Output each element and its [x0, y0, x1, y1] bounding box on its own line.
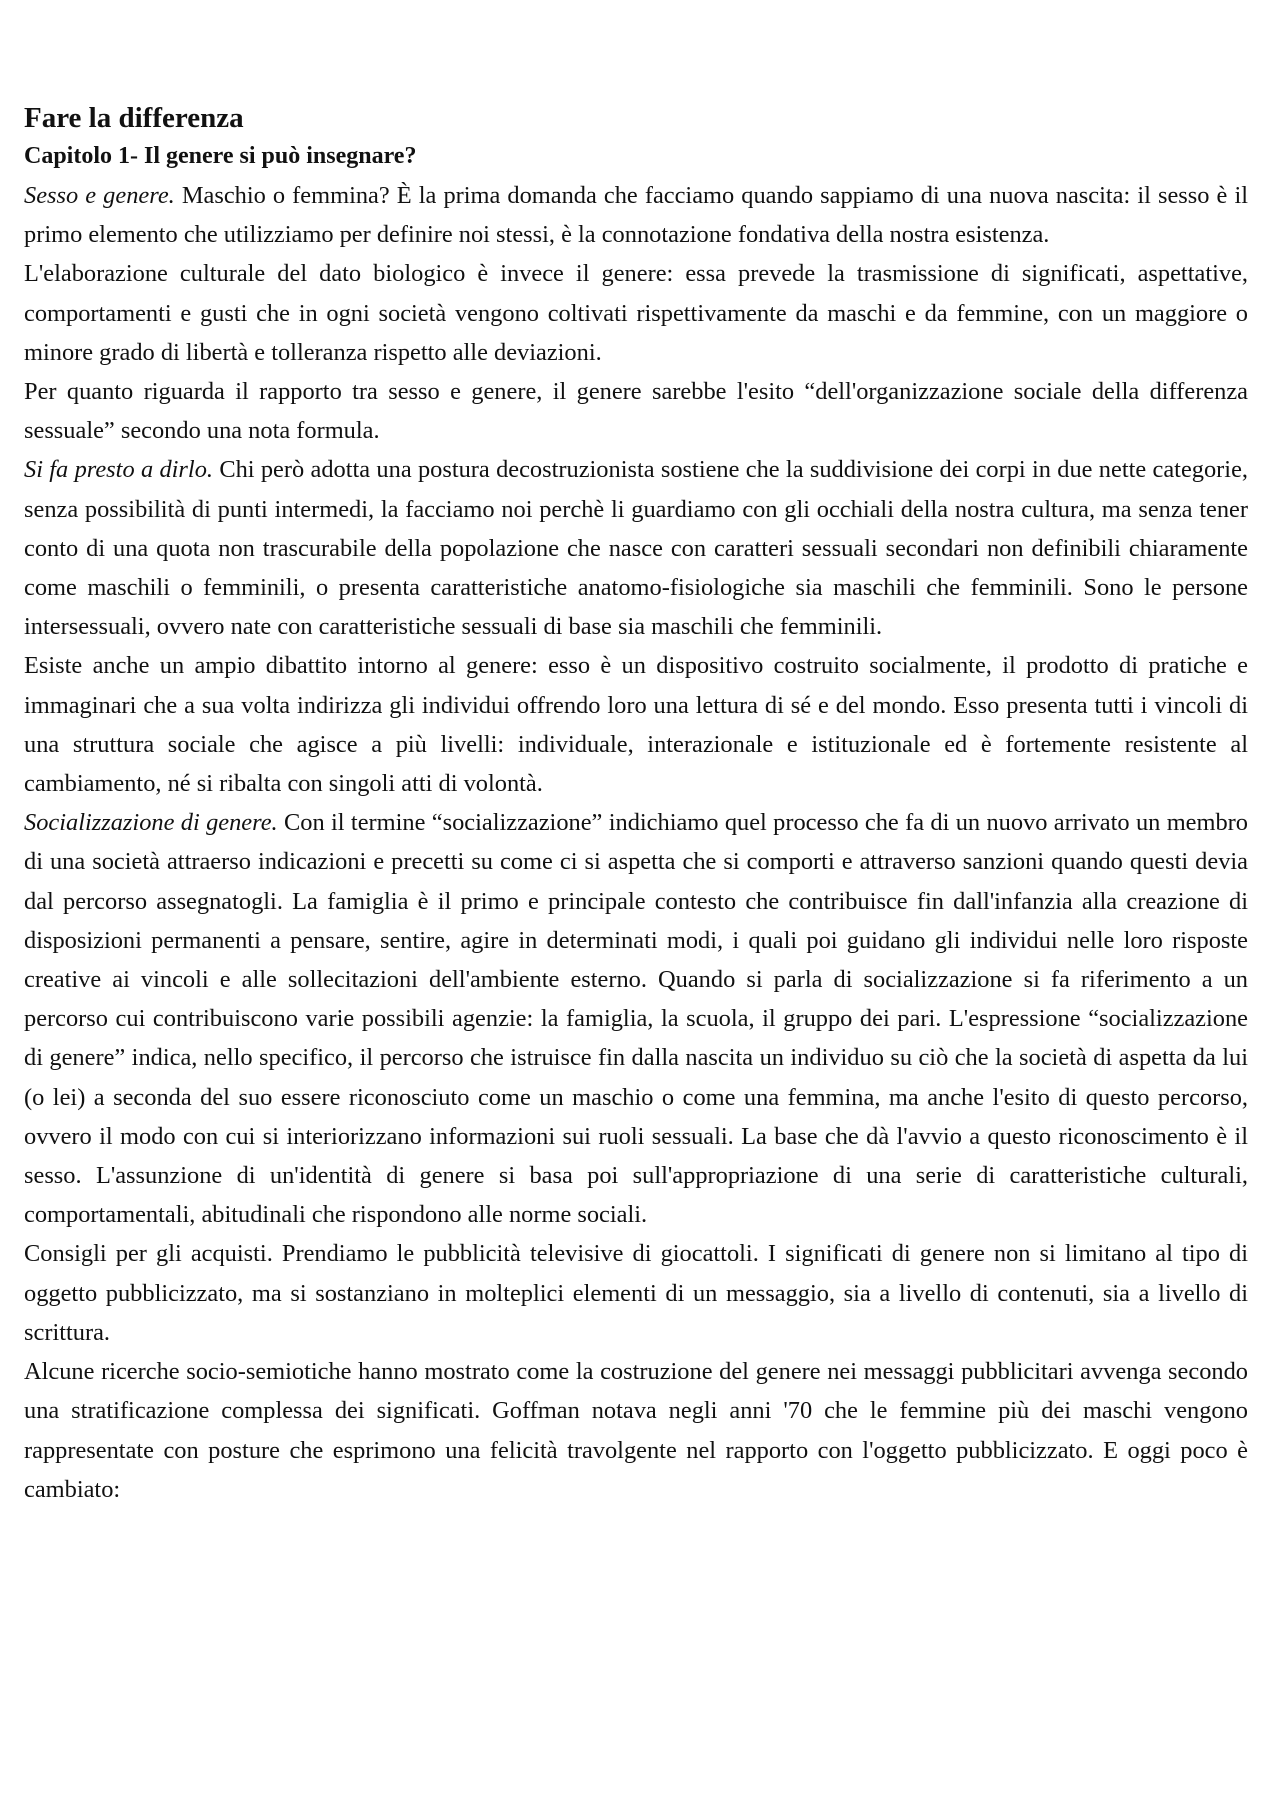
paragraph-text: L'elaborazione culturale del dato biologico è invece il genere: essa prevede la trasmissione di significati, aspettative, comportamenti e gusti che in ogni società vengono coltivati rispettivamente da maschi e da femmine, con un maggiore o minore grado di libertà e tolleranza rispetto alle deviazioni. — [24, 260, 1248, 366]
paragraph-dibattito-genere — [24, 646, 1248, 803]
paragraph-socializzazione — [24, 803, 1248, 1234]
paragraph-si-fa-presto — [24, 450, 1248, 646]
document-page — [24, 100, 1248, 1509]
paragraph-lead: Si fa presto a dirlo. — [24, 456, 213, 484]
paragraph-elaborazione-culturale — [24, 254, 1248, 372]
paragraph-text: Maschio o femmina? È la prima domanda che facciamo quando sappiamo di una nuova nascita: il sesso è il primo elemento che utilizziamo per definire noi stessi, è la connotazione fondativa della nostra esistenza. — [24, 182, 1248, 249]
paragraph-consigli-acquisti — [24, 1234, 1248, 1352]
paragraph-ricerche-socio-semiotiche — [24, 1352, 1248, 1509]
chapter-title: Capitolo 1- Il genere si può insegnare? — [24, 143, 417, 169]
paragraph-text: Consigli per gli acquisti. Prendiamo le pubblicità televisive di giocattoli. I significati di genere non si limitano al tipo di oggetto pubblicizzato, ma si sostanziano in molteplici elementi di un messaggio, sia a livello di contenuti, sia a livello di scrittura. — [24, 1240, 1248, 1346]
paragraph-lead: Socializzazione di genere. — [24, 809, 278, 837]
paragraph-text: Esiste anche un ampio dibattito intorno al genere: esso è un dispositivo costruito socialmente, il prodotto di pratiche e immaginari che a sua volta indirizza gli individui offrendo loro una lettura di sé e del mondo. Esso presenta tutti i vincoli di una struttura sociale che agisce a più livelli: individuale, interazionale e istituzionale ed è fortemente resistente al cambiamento, né si ribalta con singoli atti di volontà. — [24, 652, 1248, 798]
paragraph-text: Per quanto riguarda il rapporto tra sesso e genere, il genere sarebbe l'esito “dell'organizzazione sociale della differenza sessuale” secondo una nota formula. — [24, 378, 1248, 445]
paragraph-text: Alcune ricerche socio-semiotiche hanno mostrato come la costruzione del genere nei messaggi pubblicitari avvenga secondo una stratificazione complessa dei significati. Goffman notava negli anni '70 che le femmine più dei maschi vengono rappresentate con posture che esprimono una felicità travolgente nel rapporto con l'oggetto pubblicizzato. E oggi poco è cambiato: — [24, 1358, 1248, 1503]
paragraph-lead: Sesso e genere. — [24, 182, 175, 209]
paragraph-sesso-e-genere — [24, 176, 1248, 254]
paragraph-rapporto-sesso-genere — [24, 372, 1248, 450]
paragraph-text: Con il termine “socializzazione” indichiamo quel processo che fa di un nuovo arrivato un membro di una società attraerso indicazioni e precetti su come ci si aspetta che si comporti e attraverso sanzioni quando questi devia dal percorso assegnatogli. La famiglia è il primo e principale contesto che contribuisce fin dall'infanzia alla creazione di disposizioni permanenti a pensare, sentire, agire in determinati modi, i quali poi guidano gli individui nelle loro risposte creative ai vincoli e alle sollecitazioni dell'ambiente esterno. Quando si parla di socializzazione si fa riferimento a un percorso cui contribuiscono varie possibili agenzie: la famiglia, la scuola, il gruppo dei pari. L'espressione “socializzazione di genere” indica, nello specifico, il percorso che istruisce fin dalla nascita un individuo su ciò che la società di aspetta da lui (o lei) a seconda del suo essere riconosciuto come un maschio o come una femmina, ma anche l'esito di questo percorso, ovvero il modo con cui si interiorizzano informazioni sui ruoli sessuali. La base che dà l'avvio a questo riconoscimento è il sesso. L'assunzione di un'identità di genere si basa poi sull'appropriazione di una serie di caratteristiche culturali, comportamentali, abitudinali che rispondono alle norme sociali. — [24, 809, 1248, 1229]
document-title: Fare la differenza — [24, 102, 244, 134]
paragraph-text: Chi però adotta una postura decostruzionista sostiene che la suddivisione dei corpi in due nette categorie, senza possibilità di punti intermedi, la facciamo noi perchè li guardiamo con gli occhiali della nostra cultura, ma senza tener conto di una quota non trascurabile della popolazione che nasce con caratteri sessuali secondari non definibili chiaramente come maschili o femminili, o presenta caratteristiche anatomo-fisiologiche sia maschili che femminili. Sono le persone intersessuali, ovvero nate con caratteristiche sessuali di base sia maschili che femminili. — [24, 456, 1248, 641]
